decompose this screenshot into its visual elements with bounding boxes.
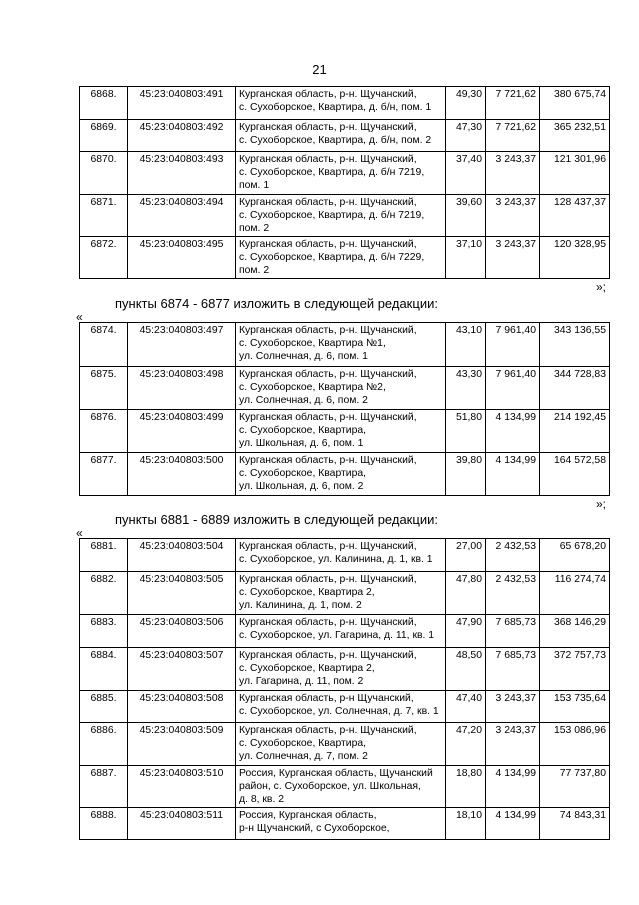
address-line: с. Сухоборское, Квартира, д. б/н 7219, [239, 167, 425, 178]
address-line: пом. 2 [239, 223, 270, 234]
address [236, 237, 446, 279]
row-number: 6870. [80, 152, 128, 195]
registry-table-1 [79, 86, 610, 279]
cadastral-number: 45:23:040803:508 [128, 691, 236, 723]
unit-price: 7 721,62 [486, 87, 540, 120]
cadastral-number: 45:23:040803:506 [128, 615, 236, 648]
instruction-text-1: пункты 6874 - 6877 изложить в следующей редакции: [115, 296, 438, 311]
area: 48,50 [446, 648, 486, 691]
address-line: ул. Солнечная, д. 6, пом. 2 [239, 395, 368, 406]
table-row [80, 808, 610, 840]
registry-table-3 [79, 538, 610, 840]
table-row [80, 195, 610, 237]
unit-price: 4 134,99 [486, 453, 540, 496]
unit-price: 3 243,37 [486, 691, 540, 723]
cadastral-number: 45:23:040803:491 [128, 87, 236, 120]
total-value: 65 678,20 [540, 539, 610, 572]
total-value: 153 735,64 [540, 691, 610, 723]
area: 47,40 [446, 691, 486, 723]
cadastral-number: 45:23:040803:507 [128, 648, 236, 691]
total-value: 121 301,96 [540, 152, 610, 195]
unit-price: 3 243,37 [486, 237, 540, 279]
table-row [80, 723, 610, 766]
unit-price: 3 243,37 [486, 195, 540, 237]
area: 27,00 [446, 539, 486, 572]
address [236, 453, 446, 496]
address-line: ул. Калинина, д. 1, пом. 2 [239, 600, 362, 611]
address-line: Курганская область, р-н. Щучанский, [239, 154, 417, 165]
address [236, 766, 446, 808]
row-number: 6881. [80, 539, 128, 572]
table-row [80, 766, 610, 808]
page-number: 21 [312, 62, 327, 77]
address-line: с. Сухоборское, Квартира, [239, 738, 367, 749]
cadastral-number: 45:23:040803:494 [128, 195, 236, 237]
unit-price: 7 685,73 [486, 648, 540, 691]
row-number: 6872. [80, 237, 128, 279]
row-number: 6868. [80, 87, 128, 120]
address-line: с. Сухоборское, Квартира, [239, 468, 367, 479]
table-row [80, 539, 610, 572]
area: 47,30 [446, 120, 486, 152]
address [236, 120, 446, 152]
table-row [80, 87, 610, 120]
address-line: ул. Гагарина, д. 11, пом. 2 [239, 676, 364, 687]
address [236, 648, 446, 691]
address-line: пом. 1 [239, 180, 270, 191]
address-line: Курганская область, р-н. Щучанский, [239, 455, 417, 466]
row-number: 6882. [80, 572, 128, 615]
cadastral-number: 45:23:040803:500 [128, 453, 236, 496]
address-line: с. Сухоборское, Квартира, д. б/н 7229, [239, 252, 425, 263]
address-line: район, с. Сухоборское, ул. Школьная, [239, 781, 421, 792]
row-number: 6888. [80, 808, 128, 840]
table-row [80, 453, 610, 496]
address-line: Курганская область, р-н. Щучанский, [239, 725, 417, 736]
total-value: 164 572,58 [540, 453, 610, 496]
address-line: д. 8, кв. 2 [239, 794, 285, 805]
address-line: Курганская область, р-н. Щучанский, [239, 650, 417, 661]
address-line: Курганская область, р-н. Щучанский, [239, 325, 417, 336]
address-line: Россия, Курганская область, Щучанский [239, 768, 433, 779]
cadastral-number: 45:23:040803:504 [128, 539, 236, 572]
address [236, 410, 446, 453]
cadastral-number: 45:23:040803:495 [128, 237, 236, 279]
table-row [80, 120, 610, 152]
cadastral-number: 45:23:040803:493 [128, 152, 236, 195]
opening-quote-2: « [76, 310, 83, 324]
address [236, 323, 446, 367]
cadastral-number: 45:23:040803:505 [128, 572, 236, 615]
row-number: 6871. [80, 195, 128, 237]
registry-table-2 [79, 322, 610, 496]
unit-price: 4 134,99 [486, 766, 540, 808]
instruction-text-2: пункты 6881 - 6889 изложить в следующей редакции: [115, 512, 438, 527]
table-row [80, 237, 610, 279]
area: 47,20 [446, 723, 486, 766]
address-line: Курганская область, р-н Щучанский, [239, 693, 414, 704]
area: 18,10 [446, 808, 486, 840]
address [236, 367, 446, 410]
cadastral-number: 45:23:040803:497 [128, 323, 236, 367]
total-value: 343 136,55 [540, 323, 610, 367]
address-line: с. Сухоборское, Квартира №1, [239, 338, 386, 349]
table-row [80, 648, 610, 691]
unit-price: 3 243,37 [486, 152, 540, 195]
cadastral-number: 45:23:040803:499 [128, 410, 236, 453]
address-line: с. Сухоборское, Квартира, [239, 425, 367, 436]
row-number: 6877. [80, 453, 128, 496]
address-line: Курганская область, р-н. Щучанский, [239, 617, 417, 628]
unit-price: 2 432,53 [486, 539, 540, 572]
address [236, 615, 446, 648]
cadastral-number: 45:23:040803:511 [128, 808, 236, 840]
table-row [80, 367, 610, 410]
row-number: 6876. [80, 410, 128, 453]
row-number: 6887. [80, 766, 128, 808]
opening-quote-3: « [76, 526, 83, 540]
unit-price: 7 721,62 [486, 120, 540, 152]
area: 43,10 [446, 323, 486, 367]
total-value: 116 274,74 [540, 572, 610, 615]
address-line: пом. 2 [239, 265, 270, 276]
table-row [80, 323, 610, 367]
address-line: ул. Школьная, д. 6, пом. 2 [239, 481, 364, 492]
total-value: 74 843,31 [540, 808, 610, 840]
table-row [80, 615, 610, 648]
address [236, 539, 446, 572]
address-line: ул. Солнечная, д. 7, пом. 2 [239, 751, 368, 762]
address-line: с. Сухоборское, ул. Солнечная, д. 7, кв. 1 [239, 706, 439, 717]
row-number: 6869. [80, 120, 128, 152]
table-row [80, 572, 610, 615]
address-line: Курганская область, р-н. Щучанский, [239, 541, 417, 552]
area: 47,80 [446, 572, 486, 615]
row-number: 6875. [80, 367, 128, 410]
closing-quote-1: »; [596, 280, 607, 294]
unit-price: 4 134,99 [486, 808, 540, 840]
address-line: с. Сухоборское, Квартира, д. б/н, пом. 1 [239, 102, 432, 113]
table-row [80, 691, 610, 723]
address-line: Курганская область, р-н. Щучанский, [239, 239, 417, 250]
address-line: с. Сухоборское, Квартира, д. б/н 7219, [239, 210, 425, 221]
unit-price: 7 961,40 [486, 323, 540, 367]
address-line: Курганская область, р-н. Щучанский, [239, 89, 417, 100]
address [236, 572, 446, 615]
table-row [80, 152, 610, 195]
cadastral-number: 45:23:040803:492 [128, 120, 236, 152]
cadastral-number: 45:23:040803:498 [128, 367, 236, 410]
total-value: 372 757,73 [540, 648, 610, 691]
area: 37,10 [446, 237, 486, 279]
area: 51,80 [446, 410, 486, 453]
total-value: 368 146,29 [540, 615, 610, 648]
address [236, 691, 446, 723]
address-line: с. Сухоборское, ул. Гагарина, д. 11, кв. 1 [239, 630, 435, 641]
address-line: Курганская область, р-н. Щучанский, [239, 574, 417, 585]
cadastral-number: 45:23:040803:509 [128, 723, 236, 766]
address [236, 723, 446, 766]
area: 43,30 [446, 367, 486, 410]
unit-price: 4 134,99 [486, 410, 540, 453]
address-line: Курганская область, р-н. Щучанский, [239, 369, 417, 380]
area: 49,30 [446, 87, 486, 120]
cadastral-number: 45:23:040803:510 [128, 766, 236, 808]
unit-price: 7 685,73 [486, 615, 540, 648]
address-line: с. Сухоборское, Квартира №2, [239, 382, 386, 393]
address [236, 808, 446, 840]
address-line: с. Сухоборское, Квартира 2, [239, 587, 375, 598]
row-number: 6886. [80, 723, 128, 766]
total-value: 365 232,51 [540, 120, 610, 152]
address-line: Курганская область, р-н. Щучанский, [239, 412, 417, 423]
total-value: 153 086,96 [540, 723, 610, 766]
row-number: 6885. [80, 691, 128, 723]
total-value: 380 675,74 [540, 87, 610, 120]
address-line: с. Сухоборское, Квартира, д. б/н, пом. 2 [239, 135, 432, 146]
address-line: с. Сухоборское, Квартира 2, [239, 663, 375, 674]
address-line: Россия, Курганская область, [239, 810, 377, 821]
total-value: 120 328,95 [540, 237, 610, 279]
address-line: ул. Солнечная, д. 6, пом. 1 [239, 351, 368, 362]
address-line: ул. Школьная, д. 6, пом. 1 [239, 438, 364, 449]
total-value: 77 737,80 [540, 766, 610, 808]
address [236, 195, 446, 237]
total-value: 344 728,83 [540, 367, 610, 410]
total-value: 214 192,45 [540, 410, 610, 453]
row-number: 6884. [80, 648, 128, 691]
address-line: р-н Щучанский, с Сухоборское, [239, 823, 390, 834]
row-number: 6883. [80, 615, 128, 648]
table-row [80, 410, 610, 453]
address-line: Курганская область, р-н. Щучанский, [239, 122, 417, 133]
closing-quote-2: »; [596, 497, 607, 511]
unit-price: 7 961,40 [486, 367, 540, 410]
area: 39,60 [446, 195, 486, 237]
area: 47,90 [446, 615, 486, 648]
area: 18,80 [446, 766, 486, 808]
row-number: 6874. [80, 323, 128, 367]
area: 37,40 [446, 152, 486, 195]
address [236, 152, 446, 195]
unit-price: 2 432,53 [486, 572, 540, 615]
total-value: 128 437,37 [540, 195, 610, 237]
unit-price: 3 243,37 [486, 723, 540, 766]
address-line: с. Сухоборское, ул. Калинина, д. 1, кв. 1 [239, 554, 433, 565]
address [236, 87, 446, 120]
address-line: Курганская область, р-н. Щучанский, [239, 197, 417, 208]
area: 39,80 [446, 453, 486, 496]
